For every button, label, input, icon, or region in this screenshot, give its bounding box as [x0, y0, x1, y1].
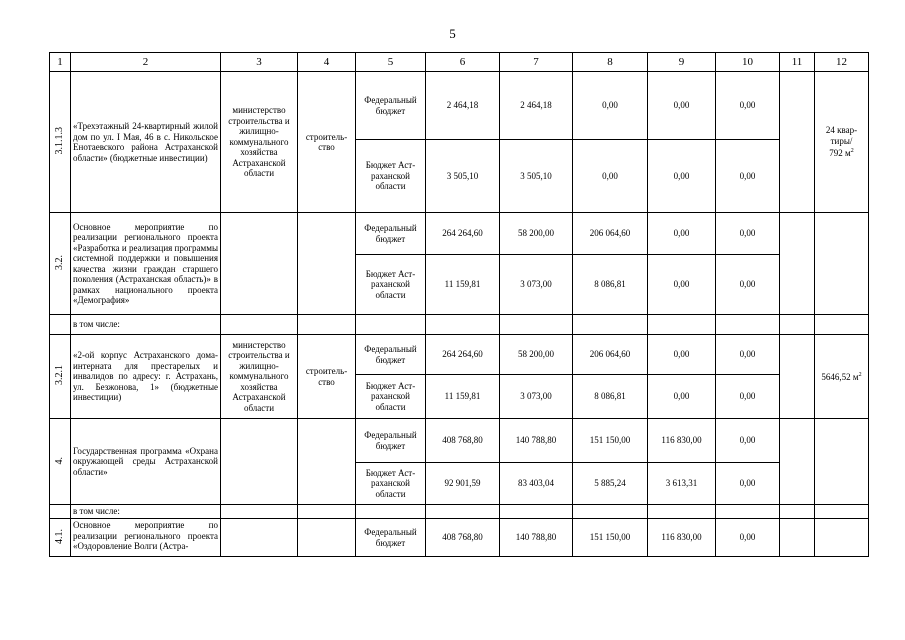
- value-cell: 2 464,18: [500, 72, 573, 140]
- empty-cell: [648, 505, 716, 519]
- page-number: 5: [449, 26, 456, 41]
- value-cell: 3 073,00: [500, 375, 573, 419]
- value-cell: 0,00: [716, 335, 780, 375]
- value-cell: 206 064,60: [573, 213, 648, 255]
- empty-cell: [221, 315, 298, 335]
- header-cell: 11: [780, 53, 815, 72]
- executor-cell: министерство строительства и жилищно-коммунального хозяйства Астраханской области: [221, 335, 298, 419]
- empty-cell: [648, 315, 716, 335]
- value-cell: 0,00: [648, 213, 716, 255]
- empty-cell: [298, 213, 356, 315]
- row-title: Государственная программа «Охрана окружающей среды Астраханской области»: [71, 419, 221, 505]
- empty-cell: [221, 213, 298, 315]
- header-cell: 7: [500, 53, 573, 72]
- value-cell: 0,00: [716, 140, 780, 213]
- value-cell: 0,00: [716, 463, 780, 505]
- empty-cell: [298, 315, 356, 335]
- funding-source: Федеральный бюджет: [356, 419, 426, 463]
- header-cell: 8: [573, 53, 648, 72]
- empty-cell: [716, 315, 780, 335]
- result-main: 24 квар-тиры/: [825, 125, 858, 146]
- empty-cell: [780, 335, 815, 419]
- funding-source: Федеральный бюджет: [356, 519, 426, 557]
- empty-cell: [500, 505, 573, 519]
- row-code: 4.1.: [50, 519, 71, 557]
- header-cell: 2: [71, 53, 221, 72]
- header-row: [50, 53, 869, 72]
- row-title: «2-ой корпус Астраханского дома-интерната для престарелых и инвалидов по адресу: г. Астрахань, ул. Безжонова, 1» (бюджетные инвестиции): [71, 335, 221, 419]
- result-cell: [815, 72, 869, 213]
- value-cell: 0,00: [716, 72, 780, 140]
- value-cell: 116 830,00: [648, 519, 716, 557]
- header-cell: 1: [50, 53, 71, 72]
- empty-cell: [356, 315, 426, 335]
- value-cell: 116 830,00: [648, 419, 716, 463]
- row-code: 4.: [50, 419, 71, 505]
- empty-cell: [573, 505, 648, 519]
- value-cell: 140 788,80: [500, 419, 573, 463]
- value-cell: 0,00: [648, 375, 716, 419]
- value-cell: 0,00: [716, 519, 780, 557]
- header-cell: 3: [221, 53, 298, 72]
- value-cell: 3 613,31: [648, 463, 716, 505]
- header-cell: 10: [716, 53, 780, 72]
- funding-source: Федеральный бюджет: [356, 335, 426, 375]
- empty-cell: [815, 419, 869, 505]
- funding-source: Бюджет Аст-раханской области: [356, 463, 426, 505]
- executor-cell: министерство строительства и жилищно-коммунального хозяйства Астраханской области: [221, 72, 298, 213]
- value-cell: 0,00: [648, 140, 716, 213]
- value-cell: 151 150,00: [573, 519, 648, 557]
- empty-cell: [426, 505, 500, 519]
- empty-cell: [780, 505, 815, 519]
- value-cell: 408 768,80: [426, 519, 500, 557]
- empty-cell: [500, 315, 573, 335]
- empty-cell: [356, 505, 426, 519]
- value-cell: 0,00: [716, 255, 780, 315]
- table-row: [50, 72, 869, 140]
- work-type-cell: строитель-ство: [298, 72, 356, 213]
- empty-cell: [716, 505, 780, 519]
- budget-table: [49, 52, 869, 557]
- row-title: «Трехэтажный 24-квартирный жилой дом по ул. I Мая, 46 в с. Никольское Енотаевского района Астраханской области» (бюджетные инвестиции): [71, 72, 221, 213]
- value-cell: 3 505,10: [426, 140, 500, 213]
- result-cell: [815, 335, 869, 419]
- empty-cell: [780, 519, 815, 557]
- value-cell: 0,00: [716, 213, 780, 255]
- empty-cell: [815, 213, 869, 315]
- row-title: Основное мероприятие по реализации регионального проекта «Разработка и реализация программы системной поддержки и повышения качества жизни граждан старшего поколения (Астраханская область)» в рамках национального проекта «Демография»: [71, 213, 221, 315]
- value-cell: 0,00: [716, 419, 780, 463]
- superscript: 2: [850, 148, 854, 155]
- empty-cell: [298, 519, 356, 557]
- value-cell: 140 788,80: [500, 519, 573, 557]
- funding-source: Федеральный бюджет: [356, 213, 426, 255]
- value-cell: 8 086,81: [573, 255, 648, 315]
- empty-cell: [221, 505, 298, 519]
- value-cell: 3 505,10: [500, 140, 573, 213]
- row-code: 3.2.: [50, 213, 71, 315]
- value-cell: 3 073,00: [500, 255, 573, 315]
- empty-cell: [298, 505, 356, 519]
- value-cell: 2 464,18: [426, 72, 500, 140]
- value-cell: 58 200,00: [500, 335, 573, 375]
- table-row: [50, 315, 869, 335]
- funding-source: Федеральный бюджет: [356, 72, 426, 140]
- subheading: в том числе:: [71, 315, 221, 335]
- value-cell: 206 064,60: [573, 335, 648, 375]
- empty-cell: [780, 315, 815, 335]
- empty-cell: [815, 519, 869, 557]
- value-cell: 11 159,81: [426, 375, 500, 419]
- empty-cell: [815, 315, 869, 335]
- funding-source: Бюджет Аст-раханской области: [356, 255, 426, 315]
- row-code: 3.2.1: [50, 335, 71, 419]
- header-cell: 6: [426, 53, 500, 72]
- work-type-cell: строитель-ство: [298, 335, 356, 419]
- table-row: [50, 419, 869, 463]
- empty-cell: [298, 419, 356, 505]
- empty-cell: [780, 72, 815, 213]
- table-row: [50, 335, 869, 375]
- value-cell: 0,00: [648, 335, 716, 375]
- value-cell: 5 885,24: [573, 463, 648, 505]
- table-row: [50, 213, 869, 255]
- header-cell: 9: [648, 53, 716, 72]
- value-cell: 0,00: [573, 72, 648, 140]
- empty-cell: [50, 505, 71, 519]
- empty-cell: [221, 519, 298, 557]
- value-cell: 264 264,60: [426, 335, 500, 375]
- funding-source: Бюджет Аст-раханской области: [356, 375, 426, 419]
- value-cell: 0,00: [648, 72, 716, 140]
- result-area: 5646,52 м: [821, 372, 859, 383]
- empty-cell: [426, 315, 500, 335]
- header-cell: 12: [815, 53, 869, 72]
- funding-source: Бюджет Аст-раханской области: [356, 140, 426, 213]
- row-code: 3.1.1.3: [50, 72, 71, 213]
- header-cell: 4: [298, 53, 356, 72]
- value-cell: 58 200,00: [500, 213, 573, 255]
- value-cell: 151 150,00: [573, 419, 648, 463]
- result-area: 792 м: [829, 148, 851, 159]
- empty-cell: [815, 505, 869, 519]
- empty-cell: [221, 419, 298, 505]
- value-cell: 0,00: [648, 255, 716, 315]
- value-cell: 264 264,60: [426, 213, 500, 255]
- value-cell: 8 086,81: [573, 375, 648, 419]
- value-cell: 83 403,04: [500, 463, 573, 505]
- empty-cell: [780, 419, 815, 505]
- value-cell: 11 159,81: [426, 255, 500, 315]
- empty-cell: [780, 213, 815, 315]
- header-cell: 5: [356, 53, 426, 72]
- empty-cell: [50, 315, 71, 335]
- value-cell: 0,00: [573, 140, 648, 213]
- value-cell: 92 901,59: [426, 463, 500, 505]
- subheading: в том числе:: [71, 505, 221, 519]
- superscript: 2: [858, 372, 862, 379]
- value-cell: 408 768,80: [426, 419, 500, 463]
- value-cell: 0,00: [716, 375, 780, 419]
- table-row: [50, 519, 869, 557]
- row-title: Основное мероприятие по реализации регионального проекта «Оздоровление Волги (Астра-: [71, 519, 221, 557]
- empty-cell: [573, 315, 648, 335]
- table-row: [50, 505, 869, 519]
